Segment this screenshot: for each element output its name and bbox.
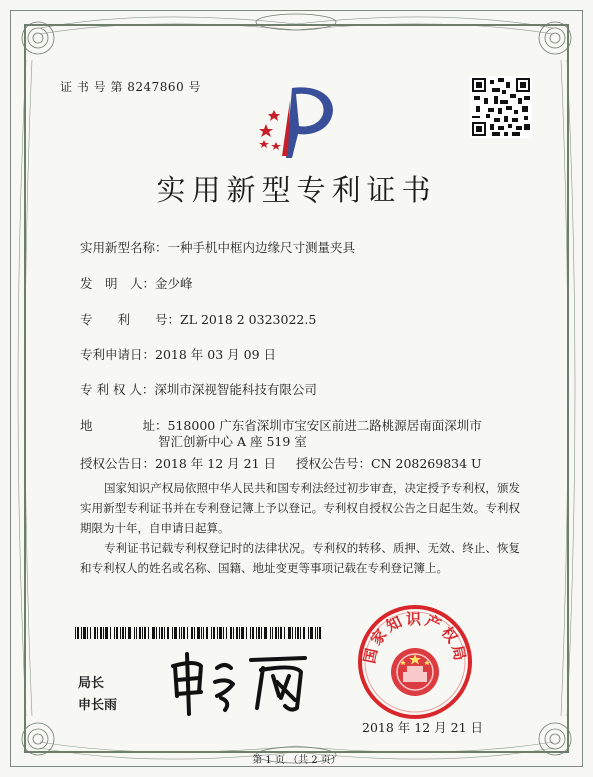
page-title: 实用新型专利证书 (156, 173, 437, 207)
address-line-2: 智汇创新中心 A 座 519 室 (158, 434, 307, 449)
certificate-number: 证 书 号 第 8247860 号 (60, 80, 202, 94)
patent-number-value: ZL 2018 2 0323022.5 (180, 312, 317, 327)
official-seal (355, 602, 475, 722)
grant-number-value: CN 208269834 U (371, 456, 482, 471)
grant-date-label: 授权公告日： (80, 456, 156, 471)
page-number: 第 1 页 （共 2 页） (252, 755, 341, 766)
patent-number-label: 专 利 号： (80, 312, 181, 327)
patentee-row (80, 382, 317, 398)
patent-number-row (80, 312, 316, 328)
address-row (80, 418, 482, 434)
address-line-1: 518000 广东省深圳市宝安区前进二路桃源居南面深圳市 (167, 418, 482, 433)
address-label: 地 址： (80, 418, 168, 433)
seal-text: 国家知识产权局 (360, 610, 470, 666)
patentee-value: 深圳市深视智能科技有限公司 (154, 382, 317, 397)
filing-date-row (80, 347, 276, 363)
patentee-label: 专 利 权 人： (80, 382, 155, 397)
patent-office-emblem-icon (252, 80, 342, 160)
inventor-row (80, 276, 193, 292)
grant-date-row (80, 456, 276, 472)
grant-number-label: 授权公告号： (296, 456, 372, 471)
director-title: 局长 (78, 676, 105, 691)
qr-code (470, 76, 532, 138)
seal-date: 2018 年 12 月 21 日 (362, 720, 483, 735)
utility-model-name-label: 实用新型名称： (80, 240, 168, 255)
paragraph-legal-status: 专利证书记载专利权登记时的法律状况。专利权的转移、质押、无效、终止、恢复和专利权人的姓名或名称、国籍、地址变更等事项记载在专利登记簿上。 (80, 541, 520, 575)
paragraph-grant-statement: 国家知识产权局依照中华人民共和国专利法经过初步审查，决定授予专利权，颁发实用新型专利证书并在专利登记簿上予以登记。专利权自授权公告之日起生效。专利权期限为十年，自申请日起算。 (80, 481, 520, 535)
national-emblem-icon (391, 648, 439, 696)
inventor-label: 发 明 人： (80, 276, 156, 291)
filing-date-label: 专利申请日： (80, 347, 156, 362)
director-name: 申长雨 (78, 698, 118, 713)
grant-number-row (296, 456, 482, 472)
utility-model-name-row (80, 240, 355, 256)
grant-date-value: 2018 年 12 月 21 日 (155, 456, 277, 471)
barcode (75, 627, 323, 639)
utility-model-name-value: 一种手机中框内边缘尺寸测量夹具 (167, 240, 356, 255)
handwritten-signature (165, 648, 315, 718)
filing-date-value: 2018 年 03 月 09 日 (155, 347, 277, 362)
inventor-value: 金少峰 (155, 276, 193, 291)
